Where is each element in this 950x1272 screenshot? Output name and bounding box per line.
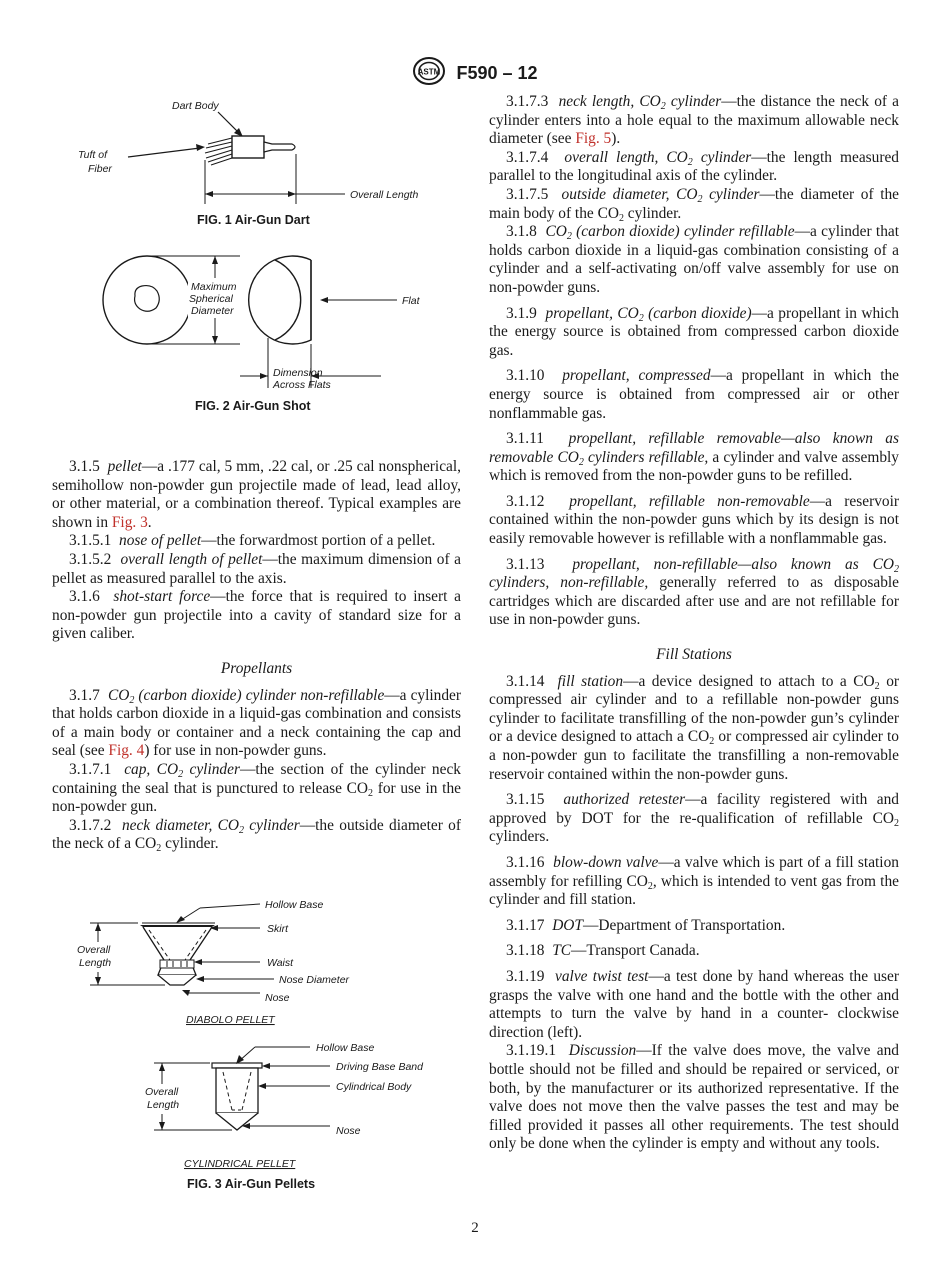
diabolo-label-skirt: Skirt <box>267 923 288 935</box>
left-column <box>52 458 461 854</box>
fig2-label-maximum: Maximum <box>191 281 237 293</box>
para-3-1-10: 3.1.10 propellant, compressed—a propellant in which the energy source is obtained from compressed air or other nonflammable gas. <box>489 367 899 422</box>
para-3-1-7-4: 3.1.7.4 overall length, $CO_2$ cylinder—the length measured parallel to the longitudinal axis of the cylinder. <box>489 148 899 185</box>
para-3-1-19: 3.1.19 valve twist test—a test done by hand whereas the user grasps the valve with one hand and the bottle with the other and attempts to turn the valve by hand in a counter- clockwise direction (left). <box>489 967 899 1041</box>
para-3-1-7-2: 3.1.7.2 neck diameter, $CO_2$ cylinder—the outside diameter of the neck of a $CO_2$ cylinder. <box>52 816 461 855</box>
fig1-label-overall-length: Overall Length <box>350 189 419 201</box>
section-propellants: Propellants <box>220 659 293 677</box>
para-3-1-17: 3.1.17 DOT—Department of Transportation. <box>506 916 786 934</box>
fig1-caption: FIG. 1 Air-Gun Dart <box>197 213 310 227</box>
para-3-1-11: 3.1.11 propellant, refillable removable—also known as removable $CO_2$ cylinders refillable, a cylinder and valve assembly which is removed from the non-powder guns to be refilled. <box>489 430 900 485</box>
fig2-label-flat: Flat <box>402 295 420 307</box>
section-fill-stations: Fill Stations <box>656 646 732 664</box>
page-header <box>0 56 950 91</box>
para-3-1-5: 3.1.5 pellet—a .177 cal, 5 mm, .22 cal, or .25 cal nonspherical, semihollow non-powder gun projectile made of lead, lead alloy, or other material, or a combination thereof. Typical examples are shown in Fig. 3. <box>52 458 461 531</box>
diabolo-label-length: Length <box>79 957 112 969</box>
cylindrical-label-driving-band: Driving Base Band <box>336 1061 423 1073</box>
para-3-1-7-1: 3.1.7.1 cap, $CO_2$ cylinder—the section of the cylinder neck containing the seal that is punctured to release $CO_2$ for use in the non-powder gun. <box>52 760 461 816</box>
fig2-label-spherical: Spherical <box>189 293 233 305</box>
diabolo-pellet-drawing <box>140 923 215 985</box>
para-3-1-7-5: 3.1.7.5 outside diameter, $CO_2$ cylinder—the diameter of the main body of the $CO_2$ cylinder. <box>489 185 899 224</box>
figure-3-air-gun-pellets <box>60 890 460 1196</box>
cylindrical-label-nose: Nose <box>336 1125 361 1137</box>
diabolo-label-waist: Waist <box>267 957 294 969</box>
para-3-1-6: 3.1.6 shot-start force—the force that is required to insert a non-powder gun projectile into a cavity of standard size for a given caliber. <box>52 588 461 643</box>
fig2-caption: FIG. 2 Air-Gun Shot <box>195 399 311 413</box>
diabolo-title: DIABOLO PELLET <box>186 1014 275 1026</box>
right-column <box>489 93 899 1154</box>
fig3-caption: FIG. 3 Air-Gun Pellets <box>187 1177 316 1191</box>
cylindrical-pellet-drawing <box>212 1063 262 1130</box>
para-3-1-13: 3.1.13 propellant, non-refillable—also known as $CO_2$ cylinders, non-refillable, generally referred to as disposable cartridges which are discarded after use and are not refillable for use in non-powder guns. <box>489 555 899 629</box>
link-fig-3[interactable]: Fig. 3 <box>111 513 148 531</box>
fig1-label-dart-body: Dart Body <box>172 100 219 112</box>
page-number: 2 <box>471 1220 479 1236</box>
figure-1-air-gun-dart <box>60 92 460 232</box>
fig1-label-tuft: Tuft of <box>78 149 107 161</box>
document-code: F590 – 12 <box>456 63 538 83</box>
para-3-1-8: 3.1.8 $CO_2$ (carbon dioxide) cylinder refillable—a cylinder that holds carbon dioxide in a liquid-gas combination consisting of a cylinder and a self-activating on/off valve assembly for use on non-powder guns. <box>489 223 899 296</box>
para-3-1-19-1: 3.1.19.1 Discussion—If the valve does move, the valve and bottle should not be filled and should be repaired or serviced, or both, by the manufacturer or its authorized representative. If the valve does not move then the valve passes the test and may be filled provided it passes all other requirements. The test should only be done when the cylinder is empty and without any tools. <box>489 1042 899 1153</box>
figure-2-air-gun-shot <box>60 248 460 420</box>
para-3-1-18: 3.1.18 TC—Transport Canada. <box>506 942 700 960</box>
para-3-1-9: 3.1.9 propellant, $CO_2$ (carbon dioxide)—a propellant in which the energy source is obtained from compressed carbon dioxide gas. <box>489 304 899 359</box>
link-fig-4[interactable]: Fig. 4 <box>108 742 145 760</box>
para-3-1-5-2: 3.1.5.2 overall length of pellet—the maximum dimension of a pellet as measured parallel to the axis. <box>52 550 461 587</box>
fig2-label-across-flats: Across Flats <box>273 379 331 391</box>
diabolo-label-nose: Nose <box>265 992 290 1004</box>
diabolo-label-hollow-base: Hollow Base <box>265 899 324 911</box>
diabolo-label-overall: Overall <box>77 944 111 956</box>
cylindrical-label-length: Length <box>147 1099 180 1111</box>
astm-logo <box>412 56 446 91</box>
para-3-1-16: 3.1.16 blow-down valve—a valve which is part of a fill station assembly for refilling $CO_2$, which is intended to vent gas from the cylinder and fill station. <box>489 853 899 909</box>
fig1-label-fiber: Fiber <box>88 163 112 175</box>
diabolo-label-nose-diameter: Nose Diameter <box>279 974 350 986</box>
para-3-1-5-1: 3.1.5.1 nose of pellet—the forwardmost portion of a pellet. <box>69 532 436 550</box>
fig2-label-dimension: Dimension <box>273 367 323 379</box>
cylindrical-label-body: Cylindrical Body <box>336 1081 412 1093</box>
para-3-1-12: 3.1.12 propellant, refillable non-removable—a reservoir contained within the non-powder guns which by its design is not easily removable however is refillable with a nonflammable gas. <box>489 492 899 548</box>
para-3-1-15: 3.1.15 authorized retester—a facility registered with and approved by DOT for the re-qualification of refillable $CO_2$ cylinders. <box>489 791 899 846</box>
fig2-label-diameter: Diameter <box>191 305 234 317</box>
para-3-1-7: 3.1.7 $CO_2$ (carbon dioxide) cylinder non-refillable—a cylinder that holds carbon dioxide in a liquid-gas combination and consists of a main body or container and a neck containing the cap and seal (see Fig. 4) for use in non-powder guns. <box>52 686 462 760</box>
link-fig-5[interactable]: Fig. 5 <box>575 130 612 148</box>
cylindrical-label-overall: Overall <box>145 1086 179 1098</box>
cylindrical-title: CYLINDRICAL PELLET <box>184 1158 296 1170</box>
para-3-1-7-3: 3.1.7.3 neck length, $CO_2$ cylinder—the distance the neck of a cylinder enters into a hole equal to the maximum allowable neck diameter (see Fig. 5). <box>489 93 899 148</box>
svg-text:ASTM: ASTM <box>418 67 441 77</box>
para-3-1-14: 3.1.14 fill station—a device designed to attach to a $CO_2$ or compressed air cylinder and to a refillable non-powder guns cylinder to facilitate transfilling of the non-powder gun’s cylinder or a device designed to attach a $CO_2$ or compressed air cylinder to a non-powder gun to facilitate the transfilling a non-removable reservoir contained within the non-powder guns. <box>489 672 900 783</box>
cylindrical-label-hollow-base: Hollow Base <box>316 1042 375 1054</box>
